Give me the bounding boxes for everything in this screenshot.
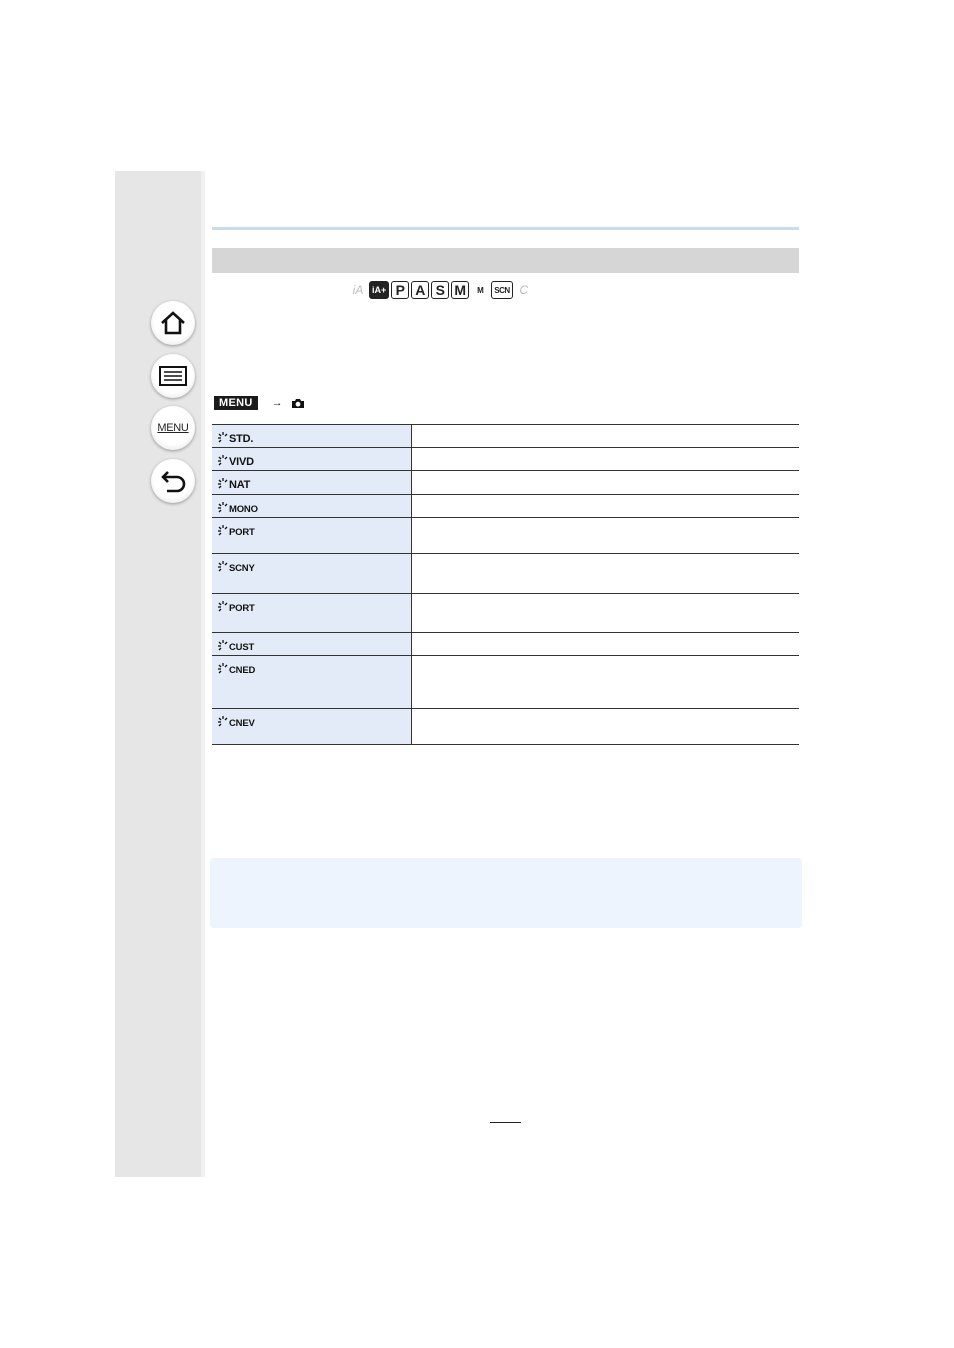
info-box bbox=[210, 858, 802, 928]
menu-badge: MENU bbox=[214, 396, 258, 410]
style-code: VIVD bbox=[229, 456, 254, 468]
list-icon bbox=[158, 365, 188, 387]
style-icon bbox=[218, 474, 411, 490]
style-label-cell bbox=[212, 471, 412, 495]
photo-style-icon bbox=[218, 502, 228, 514]
style-description-cell bbox=[412, 471, 800, 495]
photo-style-icon bbox=[218, 432, 228, 444]
style-code: PORT bbox=[229, 527, 255, 538]
style-icon bbox=[218, 712, 411, 728]
style-icon bbox=[218, 636, 411, 652]
style-label-cell bbox=[212, 633, 412, 656]
table-row bbox=[212, 425, 799, 448]
table-row bbox=[212, 709, 799, 745]
section-band bbox=[212, 248, 799, 273]
back-button[interactable] bbox=[151, 459, 195, 503]
home-icon bbox=[159, 310, 187, 336]
photo-style-icon bbox=[218, 478, 228, 490]
style-description-cell bbox=[412, 518, 800, 554]
camera-icon bbox=[291, 398, 305, 409]
photo-style-icon bbox=[218, 640, 228, 652]
mode-a-icon: A bbox=[411, 281, 429, 299]
header-rule bbox=[212, 227, 799, 230]
style-label-cell bbox=[212, 594, 412, 633]
page-number-underline bbox=[490, 1122, 521, 1123]
mode-icons bbox=[349, 281, 533, 299]
menu-icon: MENU bbox=[157, 422, 189, 434]
style-description-cell bbox=[412, 594, 800, 633]
mode-s-icon: S bbox=[431, 281, 449, 299]
photo-style-icon bbox=[218, 525, 228, 537]
style-label-cell bbox=[212, 518, 412, 554]
back-arrow-icon bbox=[159, 468, 187, 494]
photo-style-icon bbox=[218, 601, 228, 613]
style-description-cell bbox=[412, 709, 800, 745]
style-icon bbox=[218, 659, 411, 675]
style-code: CNED bbox=[229, 665, 256, 676]
style-code: MONO bbox=[229, 504, 258, 515]
style-description-cell bbox=[412, 633, 800, 656]
style-code: PORT bbox=[229, 603, 255, 614]
style-code: SCNY bbox=[229, 563, 255, 574]
style-label-cell bbox=[212, 656, 412, 709]
arrow-icon: → bbox=[271, 397, 283, 409]
mode-creative-icon: C bbox=[519, 283, 528, 297]
style-description-cell bbox=[412, 656, 800, 709]
table-row bbox=[212, 633, 799, 656]
table-row bbox=[212, 656, 799, 709]
style-label-cell bbox=[212, 495, 412, 518]
style-icon bbox=[218, 557, 411, 573]
table-row bbox=[212, 518, 799, 554]
table-row bbox=[212, 448, 799, 471]
mode-ia-plus-icon: iA+ bbox=[369, 281, 389, 299]
menu-path bbox=[214, 396, 305, 410]
style-description-cell bbox=[412, 425, 800, 448]
style-description-cell bbox=[412, 495, 800, 518]
mode-scn-icon: SCN bbox=[491, 281, 512, 299]
home-button[interactable] bbox=[151, 301, 195, 345]
photo-style-icon bbox=[218, 716, 228, 728]
contents-button[interactable] bbox=[151, 354, 195, 398]
photo-style-icon bbox=[218, 455, 228, 467]
style-label-cell bbox=[212, 448, 412, 471]
table-row bbox=[212, 495, 799, 518]
style-code: CNEV bbox=[229, 718, 255, 729]
style-icon bbox=[218, 451, 411, 467]
style-icon bbox=[218, 498, 411, 514]
style-label-cell bbox=[212, 709, 412, 745]
mode-movie-m-icon: M bbox=[477, 285, 484, 295]
photo-style-table bbox=[212, 424, 799, 745]
style-description-cell bbox=[412, 448, 800, 471]
table-row bbox=[212, 594, 799, 633]
style-label-cell bbox=[212, 425, 412, 448]
mode-m-icon: M bbox=[451, 281, 469, 299]
menu-button[interactable] bbox=[151, 406, 195, 450]
table-row bbox=[212, 471, 799, 495]
style-description-cell bbox=[412, 554, 800, 594]
mode-p-icon: P bbox=[391, 281, 409, 299]
photo-style-icon bbox=[218, 561, 228, 573]
style-label-cell bbox=[212, 554, 412, 594]
table-row bbox=[212, 554, 799, 594]
style-icon bbox=[218, 428, 411, 444]
mode-ia-icon: iA bbox=[352, 283, 364, 297]
style-icon bbox=[218, 521, 411, 537]
style-code: NAT bbox=[229, 479, 251, 491]
style-code: STD. bbox=[229, 433, 254, 445]
style-code: CUST bbox=[229, 642, 255, 653]
style-icon bbox=[218, 597, 411, 613]
photo-style-icon bbox=[218, 663, 228, 675]
